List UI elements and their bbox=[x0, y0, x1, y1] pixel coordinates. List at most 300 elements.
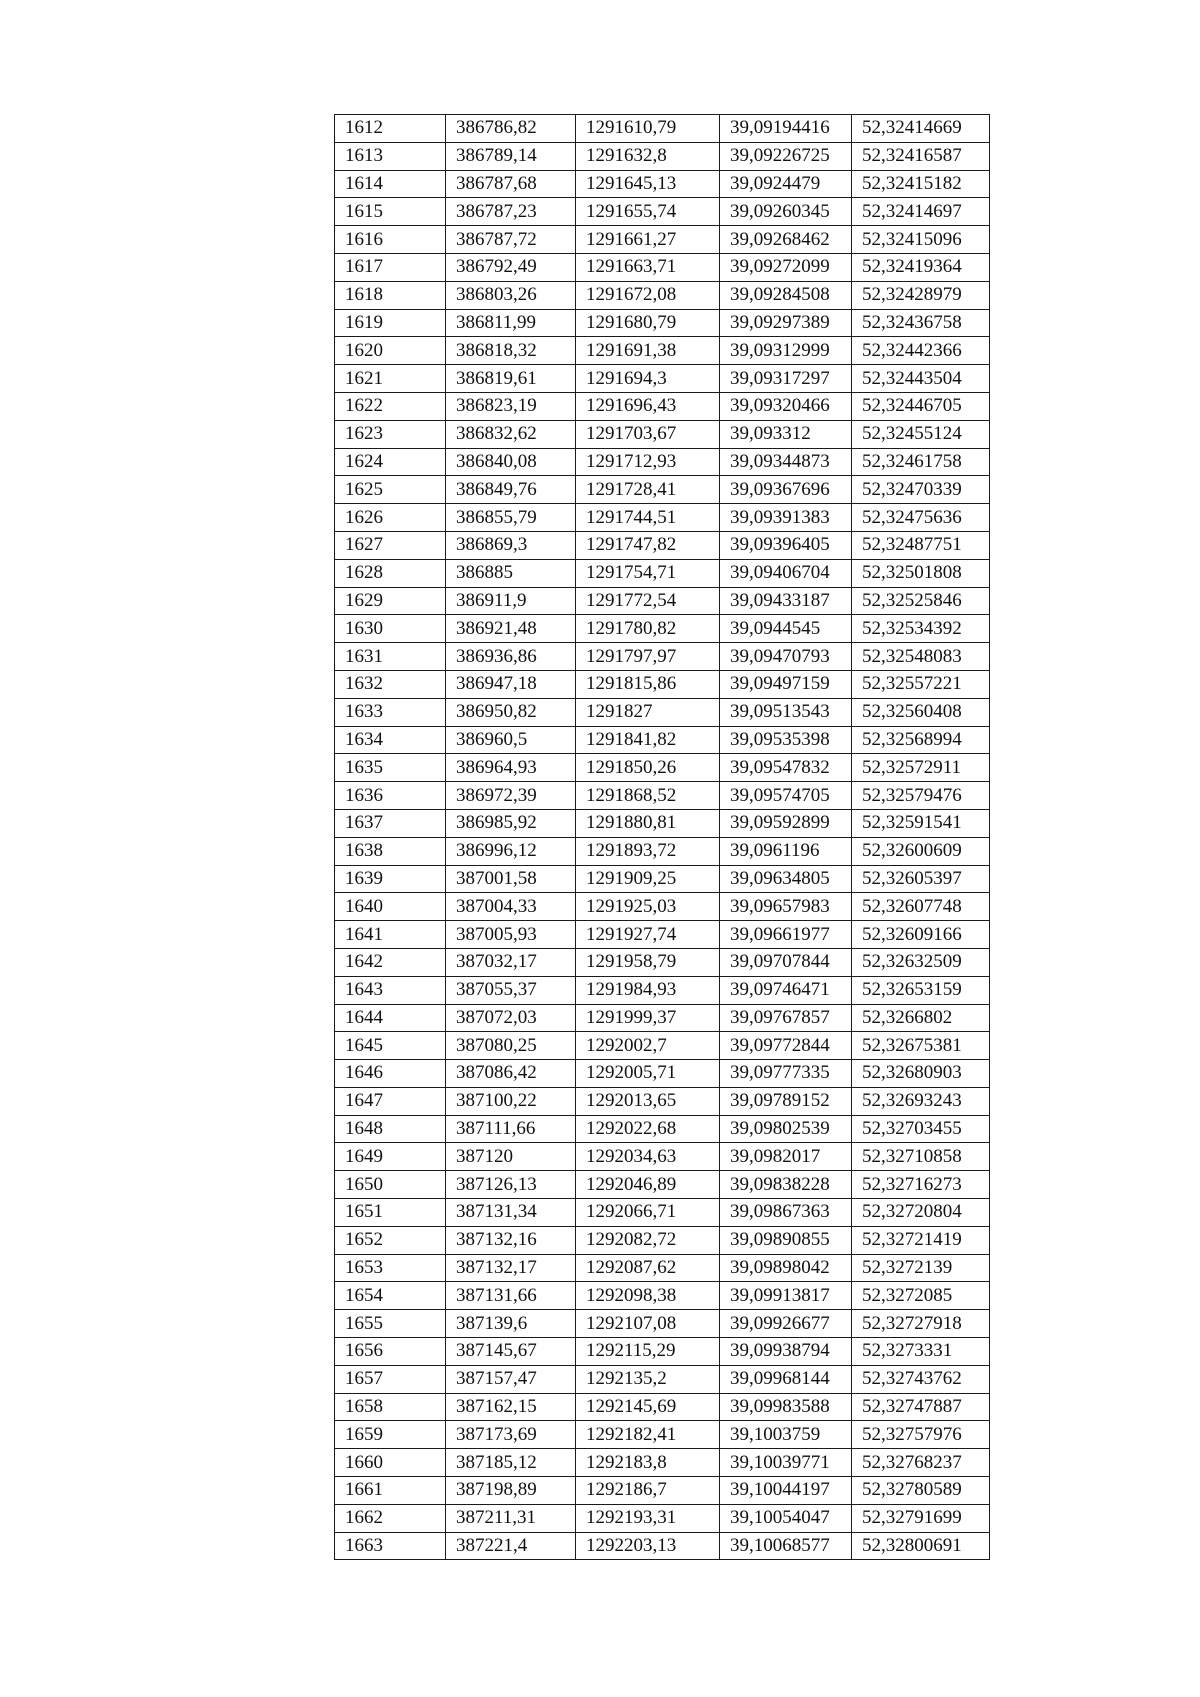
x-coordinate-cell: 386849,76 bbox=[446, 476, 576, 504]
table-row bbox=[335, 1393, 990, 1421]
x-coordinate-cell: 387080,25 bbox=[446, 1032, 576, 1060]
longitude-cell: 39,09535398 bbox=[720, 726, 852, 754]
table-row bbox=[335, 1477, 990, 1505]
table-row bbox=[335, 1087, 990, 1115]
x-coordinate-cell: 387131,66 bbox=[446, 1282, 576, 1310]
y-coordinate-cell: 1292182,41 bbox=[576, 1421, 720, 1449]
latitude-cell: 52,32419364 bbox=[852, 253, 990, 281]
x-coordinate-cell: 386789,14 bbox=[446, 142, 576, 170]
point-number-cell: 1628 bbox=[335, 559, 446, 587]
longitude-cell: 39,1003759 bbox=[720, 1421, 852, 1449]
point-number-cell: 1624 bbox=[335, 448, 446, 476]
point-number-cell: 1655 bbox=[335, 1310, 446, 1338]
table-row bbox=[335, 809, 990, 837]
latitude-cell: 52,32534392 bbox=[852, 615, 990, 643]
x-coordinate-cell: 386787,68 bbox=[446, 170, 576, 198]
longitude-cell: 39,09547832 bbox=[720, 754, 852, 782]
latitude-cell: 52,32446705 bbox=[852, 392, 990, 420]
latitude-cell: 52,32470339 bbox=[852, 476, 990, 504]
x-coordinate-cell: 386819,61 bbox=[446, 365, 576, 393]
point-number-cell: 1615 bbox=[335, 198, 446, 226]
longitude-cell: 39,09284508 bbox=[720, 281, 852, 309]
x-coordinate-cell: 386911,9 bbox=[446, 587, 576, 615]
y-coordinate-cell: 1291696,43 bbox=[576, 392, 720, 420]
y-coordinate-cell: 1291999,37 bbox=[576, 1004, 720, 1032]
latitude-cell: 52,32501808 bbox=[852, 559, 990, 587]
longitude-cell: 39,09634805 bbox=[720, 865, 852, 893]
y-coordinate-cell: 1291797,97 bbox=[576, 643, 720, 671]
table-row bbox=[335, 615, 990, 643]
x-coordinate-cell: 386960,5 bbox=[446, 726, 576, 754]
x-coordinate-cell: 387145,67 bbox=[446, 1338, 576, 1366]
x-coordinate-cell: 386832,62 bbox=[446, 420, 576, 448]
table-row bbox=[335, 420, 990, 448]
point-number-cell: 1620 bbox=[335, 337, 446, 365]
point-number-cell: 1642 bbox=[335, 948, 446, 976]
table-row bbox=[335, 1004, 990, 1032]
table-row bbox=[335, 1338, 990, 1366]
longitude-cell: 39,09657983 bbox=[720, 893, 852, 921]
table-row bbox=[335, 1226, 990, 1254]
table-row bbox=[335, 392, 990, 420]
table-row bbox=[335, 754, 990, 782]
longitude-cell: 39,09226725 bbox=[720, 142, 852, 170]
point-number-cell: 1625 bbox=[335, 476, 446, 504]
latitude-cell: 52,32800691 bbox=[852, 1532, 990, 1560]
y-coordinate-cell: 1292203,13 bbox=[576, 1532, 720, 1560]
y-coordinate-cell: 1291744,51 bbox=[576, 504, 720, 532]
y-coordinate-cell: 1292046,89 bbox=[576, 1171, 720, 1199]
point-number-cell: 1644 bbox=[335, 1004, 446, 1032]
point-number-cell: 1645 bbox=[335, 1032, 446, 1060]
point-number-cell: 1656 bbox=[335, 1338, 446, 1366]
point-number-cell: 1636 bbox=[335, 782, 446, 810]
table-row bbox=[335, 948, 990, 976]
longitude-cell: 39,0961196 bbox=[720, 837, 852, 865]
table-row bbox=[335, 281, 990, 309]
y-coordinate-cell: 1291663,71 bbox=[576, 253, 720, 281]
x-coordinate-cell: 387001,58 bbox=[446, 865, 576, 893]
table-row bbox=[335, 1199, 990, 1227]
x-coordinate-cell: 387100,22 bbox=[446, 1087, 576, 1115]
x-coordinate-cell: 387139,6 bbox=[446, 1310, 576, 1338]
longitude-cell: 39,09268462 bbox=[720, 226, 852, 254]
table-row bbox=[335, 253, 990, 281]
latitude-cell: 52,32693243 bbox=[852, 1087, 990, 1115]
table-row bbox=[335, 337, 990, 365]
point-number-cell: 1639 bbox=[335, 865, 446, 893]
table-row bbox=[335, 1504, 990, 1532]
table-row bbox=[335, 365, 990, 393]
point-number-cell: 1660 bbox=[335, 1449, 446, 1477]
longitude-cell: 39,09867363 bbox=[720, 1199, 852, 1227]
table-row bbox=[335, 782, 990, 810]
latitude-cell: 52,32600609 bbox=[852, 837, 990, 865]
latitude-cell: 52,32568994 bbox=[852, 726, 990, 754]
table-row bbox=[335, 142, 990, 170]
x-coordinate-cell: 387211,31 bbox=[446, 1504, 576, 1532]
longitude-cell: 39,09661977 bbox=[720, 921, 852, 949]
y-coordinate-cell: 1292005,71 bbox=[576, 1060, 720, 1088]
table-row bbox=[335, 1421, 990, 1449]
y-coordinate-cell: 1291694,3 bbox=[576, 365, 720, 393]
x-coordinate-cell: 386921,48 bbox=[446, 615, 576, 643]
x-coordinate-cell: 386885 bbox=[446, 559, 576, 587]
table-row bbox=[335, 865, 990, 893]
latitude-cell: 52,3272085 bbox=[852, 1282, 990, 1310]
longitude-cell: 39,10068577 bbox=[720, 1532, 852, 1560]
x-coordinate-cell: 386964,93 bbox=[446, 754, 576, 782]
latitude-cell: 52,32415096 bbox=[852, 226, 990, 254]
y-coordinate-cell: 1291893,72 bbox=[576, 837, 720, 865]
longitude-cell: 39,09406704 bbox=[720, 559, 852, 587]
latitude-cell: 52,32525846 bbox=[852, 587, 990, 615]
y-coordinate-cell: 1291754,71 bbox=[576, 559, 720, 587]
point-number-cell: 1630 bbox=[335, 615, 446, 643]
latitude-cell: 52,32415182 bbox=[852, 170, 990, 198]
point-number-cell: 1635 bbox=[335, 754, 446, 782]
longitude-cell: 39,09433187 bbox=[720, 587, 852, 615]
table-row bbox=[335, 1449, 990, 1477]
latitude-cell: 52,32743762 bbox=[852, 1365, 990, 1393]
longitude-cell: 39,09320466 bbox=[720, 392, 852, 420]
point-number-cell: 1661 bbox=[335, 1477, 446, 1505]
longitude-cell: 39,09272099 bbox=[720, 253, 852, 281]
y-coordinate-cell: 1291909,25 bbox=[576, 865, 720, 893]
longitude-cell: 39,09194416 bbox=[720, 115, 852, 143]
point-number-cell: 1652 bbox=[335, 1226, 446, 1254]
coordinates-table-body bbox=[335, 115, 990, 1560]
table-row bbox=[335, 1115, 990, 1143]
y-coordinate-cell: 1292022,68 bbox=[576, 1115, 720, 1143]
y-coordinate-cell: 1292115,29 bbox=[576, 1338, 720, 1366]
longitude-cell: 39,09772844 bbox=[720, 1032, 852, 1060]
table-row bbox=[335, 1143, 990, 1171]
table-row bbox=[335, 226, 990, 254]
longitude-cell: 39,09767857 bbox=[720, 1004, 852, 1032]
point-number-cell: 1658 bbox=[335, 1393, 446, 1421]
latitude-cell: 52,32791699 bbox=[852, 1504, 990, 1532]
point-number-cell: 1613 bbox=[335, 142, 446, 170]
table-row bbox=[335, 309, 990, 337]
x-coordinate-cell: 387126,13 bbox=[446, 1171, 576, 1199]
longitude-cell: 39,09470793 bbox=[720, 643, 852, 671]
x-coordinate-cell: 387131,34 bbox=[446, 1199, 576, 1227]
latitude-cell: 52,32443504 bbox=[852, 365, 990, 393]
table-row bbox=[335, 448, 990, 476]
longitude-cell: 39,09297389 bbox=[720, 309, 852, 337]
x-coordinate-cell: 387005,93 bbox=[446, 921, 576, 949]
x-coordinate-cell: 386803,26 bbox=[446, 281, 576, 309]
point-number-cell: 1614 bbox=[335, 170, 446, 198]
y-coordinate-cell: 1291841,82 bbox=[576, 726, 720, 754]
y-coordinate-cell: 1291880,81 bbox=[576, 809, 720, 837]
longitude-cell: 39,09344873 bbox=[720, 448, 852, 476]
longitude-cell: 39,09913817 bbox=[720, 1282, 852, 1310]
point-number-cell: 1629 bbox=[335, 587, 446, 615]
latitude-cell: 52,32428979 bbox=[852, 281, 990, 309]
longitude-cell: 39,09938794 bbox=[720, 1338, 852, 1366]
table-row bbox=[335, 893, 990, 921]
latitude-cell: 52,32475636 bbox=[852, 504, 990, 532]
longitude-cell: 39,09497159 bbox=[720, 670, 852, 698]
x-coordinate-cell: 386811,99 bbox=[446, 309, 576, 337]
latitude-cell: 52,32720804 bbox=[852, 1199, 990, 1227]
longitude-cell: 39,09789152 bbox=[720, 1087, 852, 1115]
y-coordinate-cell: 1291645,13 bbox=[576, 170, 720, 198]
point-number-cell: 1640 bbox=[335, 893, 446, 921]
latitude-cell: 52,32436758 bbox=[852, 309, 990, 337]
latitude-cell: 52,32780589 bbox=[852, 1477, 990, 1505]
x-coordinate-cell: 386792,49 bbox=[446, 253, 576, 281]
x-coordinate-cell: 386936,86 bbox=[446, 643, 576, 671]
y-coordinate-cell: 1291850,26 bbox=[576, 754, 720, 782]
x-coordinate-cell: 387086,42 bbox=[446, 1060, 576, 1088]
point-number-cell: 1619 bbox=[335, 309, 446, 337]
longitude-cell: 39,09312999 bbox=[720, 337, 852, 365]
point-number-cell: 1648 bbox=[335, 1115, 446, 1143]
table-row bbox=[335, 921, 990, 949]
x-coordinate-cell: 386972,39 bbox=[446, 782, 576, 810]
point-number-cell: 1631 bbox=[335, 643, 446, 671]
latitude-cell: 52,32757976 bbox=[852, 1421, 990, 1449]
point-number-cell: 1617 bbox=[335, 253, 446, 281]
longitude-cell: 39,09513543 bbox=[720, 698, 852, 726]
longitude-cell: 39,09367696 bbox=[720, 476, 852, 504]
point-number-cell: 1641 bbox=[335, 921, 446, 949]
longitude-cell: 39,0944545 bbox=[720, 615, 852, 643]
longitude-cell: 39,0982017 bbox=[720, 1143, 852, 1171]
table-row bbox=[335, 531, 990, 559]
y-coordinate-cell: 1292082,72 bbox=[576, 1226, 720, 1254]
point-number-cell: 1612 bbox=[335, 115, 446, 143]
point-number-cell: 1651 bbox=[335, 1199, 446, 1227]
point-number-cell: 1649 bbox=[335, 1143, 446, 1171]
latitude-cell: 52,32710858 bbox=[852, 1143, 990, 1171]
longitude-cell: 39,093312 bbox=[720, 420, 852, 448]
y-coordinate-cell: 1292186,7 bbox=[576, 1477, 720, 1505]
y-coordinate-cell: 1292145,69 bbox=[576, 1393, 720, 1421]
point-number-cell: 1622 bbox=[335, 392, 446, 420]
y-coordinate-cell: 1291984,93 bbox=[576, 976, 720, 1004]
latitude-cell: 52,32727918 bbox=[852, 1310, 990, 1338]
y-coordinate-cell: 1291703,67 bbox=[576, 420, 720, 448]
x-coordinate-cell: 386947,18 bbox=[446, 670, 576, 698]
latitude-cell: 52,32632509 bbox=[852, 948, 990, 976]
longitude-cell: 39,10044197 bbox=[720, 1477, 852, 1505]
x-coordinate-cell: 386869,3 bbox=[446, 531, 576, 559]
latitude-cell: 52,32579476 bbox=[852, 782, 990, 810]
longitude-cell: 39,09317297 bbox=[720, 365, 852, 393]
longitude-cell: 39,09777335 bbox=[720, 1060, 852, 1088]
longitude-cell: 39,09890855 bbox=[720, 1226, 852, 1254]
x-coordinate-cell: 387162,15 bbox=[446, 1393, 576, 1421]
x-coordinate-cell: 387132,16 bbox=[446, 1226, 576, 1254]
x-coordinate-cell: 387004,33 bbox=[446, 893, 576, 921]
table-row bbox=[335, 170, 990, 198]
latitude-cell: 52,32560408 bbox=[852, 698, 990, 726]
latitude-cell: 52,32747887 bbox=[852, 1393, 990, 1421]
y-coordinate-cell: 1291672,08 bbox=[576, 281, 720, 309]
x-coordinate-cell: 387221,4 bbox=[446, 1532, 576, 1560]
x-coordinate-cell: 387198,89 bbox=[446, 1477, 576, 1505]
longitude-cell: 39,10039771 bbox=[720, 1449, 852, 1477]
latitude-cell: 52,32572911 bbox=[852, 754, 990, 782]
table-row bbox=[335, 1310, 990, 1338]
point-number-cell: 1659 bbox=[335, 1421, 446, 1449]
point-number-cell: 1627 bbox=[335, 531, 446, 559]
point-number-cell: 1646 bbox=[335, 1060, 446, 1088]
latitude-cell: 52,32487751 bbox=[852, 531, 990, 559]
point-number-cell: 1621 bbox=[335, 365, 446, 393]
latitude-cell: 52,3266802 bbox=[852, 1004, 990, 1032]
x-coordinate-cell: 386855,79 bbox=[446, 504, 576, 532]
point-number-cell: 1623 bbox=[335, 420, 446, 448]
y-coordinate-cell: 1291868,52 bbox=[576, 782, 720, 810]
y-coordinate-cell: 1291655,74 bbox=[576, 198, 720, 226]
latitude-cell: 52,3273331 bbox=[852, 1338, 990, 1366]
y-coordinate-cell: 1292098,38 bbox=[576, 1282, 720, 1310]
point-number-cell: 1634 bbox=[335, 726, 446, 754]
x-coordinate-cell: 387072,03 bbox=[446, 1004, 576, 1032]
point-number-cell: 1637 bbox=[335, 809, 446, 837]
latitude-cell: 52,32442366 bbox=[852, 337, 990, 365]
y-coordinate-cell: 1292183,8 bbox=[576, 1449, 720, 1477]
longitude-cell: 39,09926677 bbox=[720, 1310, 852, 1338]
longitude-cell: 39,09396405 bbox=[720, 531, 852, 559]
longitude-cell: 39,09391383 bbox=[720, 504, 852, 532]
latitude-cell: 52,32461758 bbox=[852, 448, 990, 476]
latitude-cell: 52,32414669 bbox=[852, 115, 990, 143]
y-coordinate-cell: 1291927,74 bbox=[576, 921, 720, 949]
latitude-cell: 52,32680903 bbox=[852, 1060, 990, 1088]
y-coordinate-cell: 1291712,93 bbox=[576, 448, 720, 476]
table-row bbox=[335, 698, 990, 726]
table-row bbox=[335, 587, 990, 615]
point-number-cell: 1654 bbox=[335, 1282, 446, 1310]
x-coordinate-cell: 387173,69 bbox=[446, 1421, 576, 1449]
latitude-cell: 52,32591541 bbox=[852, 809, 990, 837]
x-coordinate-cell: 387157,47 bbox=[446, 1365, 576, 1393]
y-coordinate-cell: 1291680,79 bbox=[576, 309, 720, 337]
point-number-cell: 1633 bbox=[335, 698, 446, 726]
latitude-cell: 52,32557221 bbox=[852, 670, 990, 698]
point-number-cell: 1643 bbox=[335, 976, 446, 1004]
table-row bbox=[335, 1171, 990, 1199]
table-row bbox=[335, 1060, 990, 1088]
point-number-cell: 1653 bbox=[335, 1254, 446, 1282]
y-coordinate-cell: 1292034,63 bbox=[576, 1143, 720, 1171]
latitude-cell: 52,32455124 bbox=[852, 420, 990, 448]
latitude-cell: 52,32416587 bbox=[852, 142, 990, 170]
table-row bbox=[335, 670, 990, 698]
x-coordinate-cell: 386950,82 bbox=[446, 698, 576, 726]
y-coordinate-cell: 1292135,2 bbox=[576, 1365, 720, 1393]
x-coordinate-cell: 387185,12 bbox=[446, 1449, 576, 1477]
longitude-cell: 39,0924479 bbox=[720, 170, 852, 198]
latitude-cell: 52,32609166 bbox=[852, 921, 990, 949]
latitude-cell: 52,32716273 bbox=[852, 1171, 990, 1199]
x-coordinate-cell: 387032,17 bbox=[446, 948, 576, 976]
x-coordinate-cell: 386996,12 bbox=[446, 837, 576, 865]
y-coordinate-cell: 1291925,03 bbox=[576, 893, 720, 921]
longitude-cell: 39,09707844 bbox=[720, 948, 852, 976]
longitude-cell: 39,09968144 bbox=[720, 1365, 852, 1393]
latitude-cell: 52,32605397 bbox=[852, 865, 990, 893]
point-number-cell: 1650 bbox=[335, 1171, 446, 1199]
x-coordinate-cell: 387055,37 bbox=[446, 976, 576, 1004]
point-number-cell: 1657 bbox=[335, 1365, 446, 1393]
y-coordinate-cell: 1291632,8 bbox=[576, 142, 720, 170]
table-row bbox=[335, 1365, 990, 1393]
y-coordinate-cell: 1292002,7 bbox=[576, 1032, 720, 1060]
y-coordinate-cell: 1291610,79 bbox=[576, 115, 720, 143]
point-number-cell: 1626 bbox=[335, 504, 446, 532]
y-coordinate-cell: 1291780,82 bbox=[576, 615, 720, 643]
point-number-cell: 1632 bbox=[335, 670, 446, 698]
table-row bbox=[335, 837, 990, 865]
y-coordinate-cell: 1291747,82 bbox=[576, 531, 720, 559]
y-coordinate-cell: 1291772,54 bbox=[576, 587, 720, 615]
x-coordinate-cell: 386818,32 bbox=[446, 337, 576, 365]
table-row bbox=[335, 643, 990, 671]
latitude-cell: 52,32414697 bbox=[852, 198, 990, 226]
x-coordinate-cell: 386823,19 bbox=[446, 392, 576, 420]
table-row bbox=[335, 476, 990, 504]
point-number-cell: 1638 bbox=[335, 837, 446, 865]
table-row bbox=[335, 559, 990, 587]
point-number-cell: 1663 bbox=[335, 1532, 446, 1560]
latitude-cell: 52,32607748 bbox=[852, 893, 990, 921]
x-coordinate-cell: 386786,82 bbox=[446, 115, 576, 143]
y-coordinate-cell: 1292107,08 bbox=[576, 1310, 720, 1338]
longitude-cell: 39,09802539 bbox=[720, 1115, 852, 1143]
table-row bbox=[335, 726, 990, 754]
latitude-cell: 52,3272139 bbox=[852, 1254, 990, 1282]
point-number-cell: 1647 bbox=[335, 1087, 446, 1115]
x-coordinate-cell: 387120 bbox=[446, 1143, 576, 1171]
y-coordinate-cell: 1292013,65 bbox=[576, 1087, 720, 1115]
y-coordinate-cell: 1292193,31 bbox=[576, 1504, 720, 1532]
longitude-cell: 39,09838228 bbox=[720, 1171, 852, 1199]
y-coordinate-cell: 1291661,27 bbox=[576, 226, 720, 254]
table-row bbox=[335, 1254, 990, 1282]
y-coordinate-cell: 1292087,62 bbox=[576, 1254, 720, 1282]
longitude-cell: 39,09592899 bbox=[720, 809, 852, 837]
x-coordinate-cell: 386787,23 bbox=[446, 198, 576, 226]
coordinates-table bbox=[334, 114, 990, 1560]
longitude-cell: 39,09983588 bbox=[720, 1393, 852, 1421]
y-coordinate-cell: 1292066,71 bbox=[576, 1199, 720, 1227]
x-coordinate-cell: 387132,17 bbox=[446, 1254, 576, 1282]
table-row bbox=[335, 504, 990, 532]
latitude-cell: 52,32653159 bbox=[852, 976, 990, 1004]
y-coordinate-cell: 1291827 bbox=[576, 698, 720, 726]
y-coordinate-cell: 1291815,86 bbox=[576, 670, 720, 698]
table-row bbox=[335, 1032, 990, 1060]
x-coordinate-cell: 386985,92 bbox=[446, 809, 576, 837]
x-coordinate-cell: 386787,72 bbox=[446, 226, 576, 254]
point-number-cell: 1616 bbox=[335, 226, 446, 254]
point-number-cell: 1662 bbox=[335, 1504, 446, 1532]
x-coordinate-cell: 387111,66 bbox=[446, 1115, 576, 1143]
latitude-cell: 52,32548083 bbox=[852, 643, 990, 671]
table-row bbox=[335, 198, 990, 226]
table-row bbox=[335, 976, 990, 1004]
longitude-cell: 39,10054047 bbox=[720, 1504, 852, 1532]
longitude-cell: 39,09260345 bbox=[720, 198, 852, 226]
y-coordinate-cell: 1291728,41 bbox=[576, 476, 720, 504]
